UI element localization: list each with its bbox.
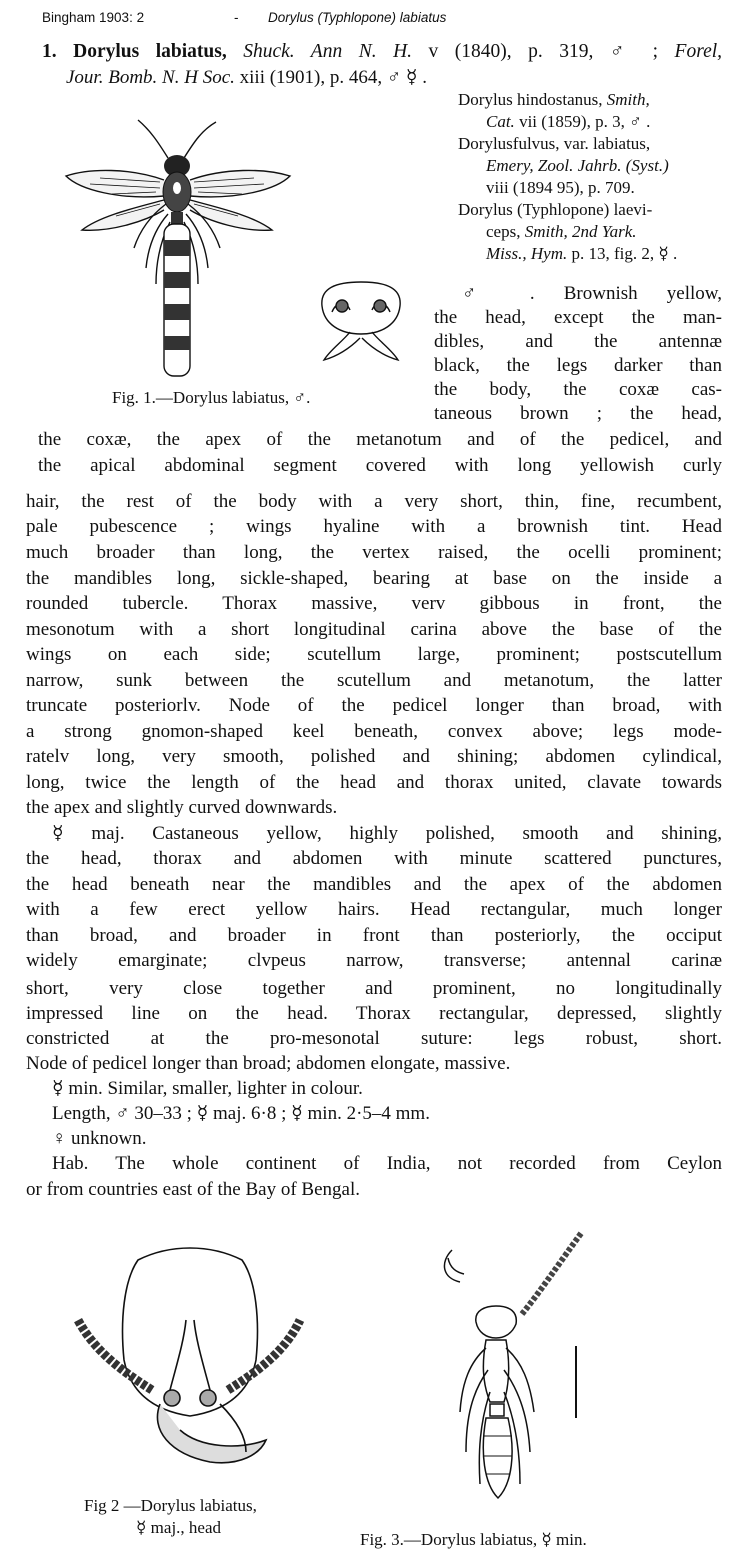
text-line: the coxæ, the apex of the metanotum and of the pedicel, and — [38, 429, 722, 450]
text-line: wings on each side; scutellum large, prominent; postscutellum — [26, 644, 722, 665]
text-line: ♂ . Brownish yellow, — [462, 283, 722, 304]
synonym-line: ceps, Smith, 2nd Yark. — [486, 222, 637, 241]
text-line: rounded tubercle. Thorax massive, verv gibbous in front, the — [26, 593, 722, 614]
text-line: constricted at the pro-mesonotal suture: legs robust, short. — [26, 1028, 722, 1049]
synonym-line: Cat. vii (1859), p. 3, ♂ . — [486, 112, 651, 131]
text-line: long, twice the length of the head and thorax united, clavate towards — [26, 772, 722, 793]
figure-2-caption-line1: Fig 2 —Dorylus labiatus, — [84, 1496, 257, 1515]
text-line: hair, the rest of the body with a very short, thin, fine, recumbent, — [26, 491, 722, 512]
text-line: the head, except the man- — [434, 307, 722, 328]
text-line: the mandibles long, sickle-shaped, bearing at base on the inside a — [26, 568, 722, 589]
reference-shuckard-cont: v (1840), p. 319, ♂ ; — [428, 41, 659, 62]
text-line: with a few erect yellow hairs. Head rectangular, much longer — [26, 899, 722, 920]
synonym-line: Dorylus (Typhlopone) laevi- — [458, 200, 653, 219]
running-header — [42, 10, 447, 25]
text-line: the apical abdominal segment covered with long yellowish curly — [38, 455, 722, 476]
synonym-line: Dorylusfulvus, var. labiatus, — [458, 134, 651, 153]
reference-journal-cont: xiii (1901), p. 464, ♂ ☿ . — [239, 67, 428, 88]
reference-forel: Forel, — [674, 41, 722, 62]
header-citation: Bingham 1903: 2 — [42, 10, 145, 25]
text-line: a strong gnomon-shaped keel beneath, convex above; legs mode- — [26, 721, 722, 742]
text-line: the body, the coxæ cas- — [434, 379, 722, 400]
synonym-line: Emery, Zool. Jahrb. (Syst.) — [486, 156, 669, 175]
figure-3-worker-illustration — [430, 1222, 600, 1522]
text-line: black, the legs darker than — [434, 355, 722, 376]
species-heading-line1 — [42, 40, 722, 64]
text-line: or from countries east of the Bay of Bengal. — [26, 1179, 360, 1200]
text-line: Node of pedicel longer than broad; abdomen elongate, massive. — [26, 1053, 511, 1074]
figure-1-male-illustration — [60, 112, 296, 382]
text-line: Hab. The whole continent of India, not recorded from Ceylon — [52, 1153, 722, 1174]
text-line: widely emarginate; clvpeus narrow, transverse; antennal carinæ — [26, 950, 722, 971]
text-line: pale pubescence ; wings hyaline with a brownish tint. Head — [26, 516, 722, 537]
reference-journal: Jour. Bomb. N. H Soc. — [66, 67, 235, 88]
text-line: Length, ♂ 30–33 ; ☿ maj. 6·8 ; ☿ min. 2·5–4 mm. — [52, 1103, 430, 1124]
synonym-line: viii (1894 95), p. 709. — [486, 178, 635, 197]
figure-1-head-inset — [312, 276, 410, 366]
text-line: ♀ unknown. — [52, 1128, 147, 1149]
synonym-line: Miss., Hym. p. 13, fig. 2, ☿ . — [486, 244, 678, 263]
text-line: the head, thorax and abdomen with minute scattered punctures, — [26, 848, 722, 869]
text-line: ratelv long, very smooth, polished and shining; abdomen cylindical, — [26, 746, 722, 767]
text-line: taneous brown ; the head, — [434, 403, 722, 424]
text-line: mesonotum with a short longitudinal carina above the base of the — [26, 619, 722, 640]
text-line: dibles, and the antennæ — [434, 331, 722, 352]
species-heading-line2 — [66, 66, 427, 89]
header-title: Dorylus (Typhlopone) labiatus — [268, 10, 447, 25]
text-line: ☿ min. Similar, smaller, lighter in colour. — [52, 1078, 363, 1099]
text-line: narrow, sunk between the scutellum and metanotum, the latter — [26, 670, 722, 691]
text-line: much broader than long, the vertex raised, the ocelli prominent; — [26, 542, 722, 563]
header-dash: - — [234, 10, 239, 25]
text-line: ☿ maj. Castaneous yellow, highly polished, smooth and shining, — [52, 823, 722, 844]
synonym-line: Dorylus hindostanus, Smith, — [458, 90, 650, 109]
species-name: Dorylus labiatus, — [73, 41, 227, 62]
text-line: impressed line on the head. Thorax rectangular, depressed, slightly — [26, 1003, 722, 1024]
figure-2-head-illustration — [60, 1240, 320, 1490]
figure-3-caption: Fig. 3.—Dorylus labiatus, ☿ min. — [360, 1530, 587, 1549]
text-line: short, very close together and prominent, no longitudinally — [26, 978, 722, 999]
text-line: the head beneath near the mandibles and the apex of the abdomen — [26, 874, 722, 895]
species-number: 1. — [42, 41, 57, 62]
text-line: truncate posteriorlv. Node of the pedicel longer than broad, with — [26, 695, 722, 716]
reference-shuckard: Shuck. Ann N. H. — [243, 41, 413, 62]
figure-1-caption: Fig. 1.—Dorylus labiatus, ♂. — [112, 388, 311, 407]
text-line: the apex and slightly curved downwards. — [26, 797, 338, 818]
figure-2-caption-line2: ☿ maj., head — [136, 1518, 222, 1537]
text-line: than broad, and broader in front than posteriorly, the occiput — [26, 925, 722, 946]
